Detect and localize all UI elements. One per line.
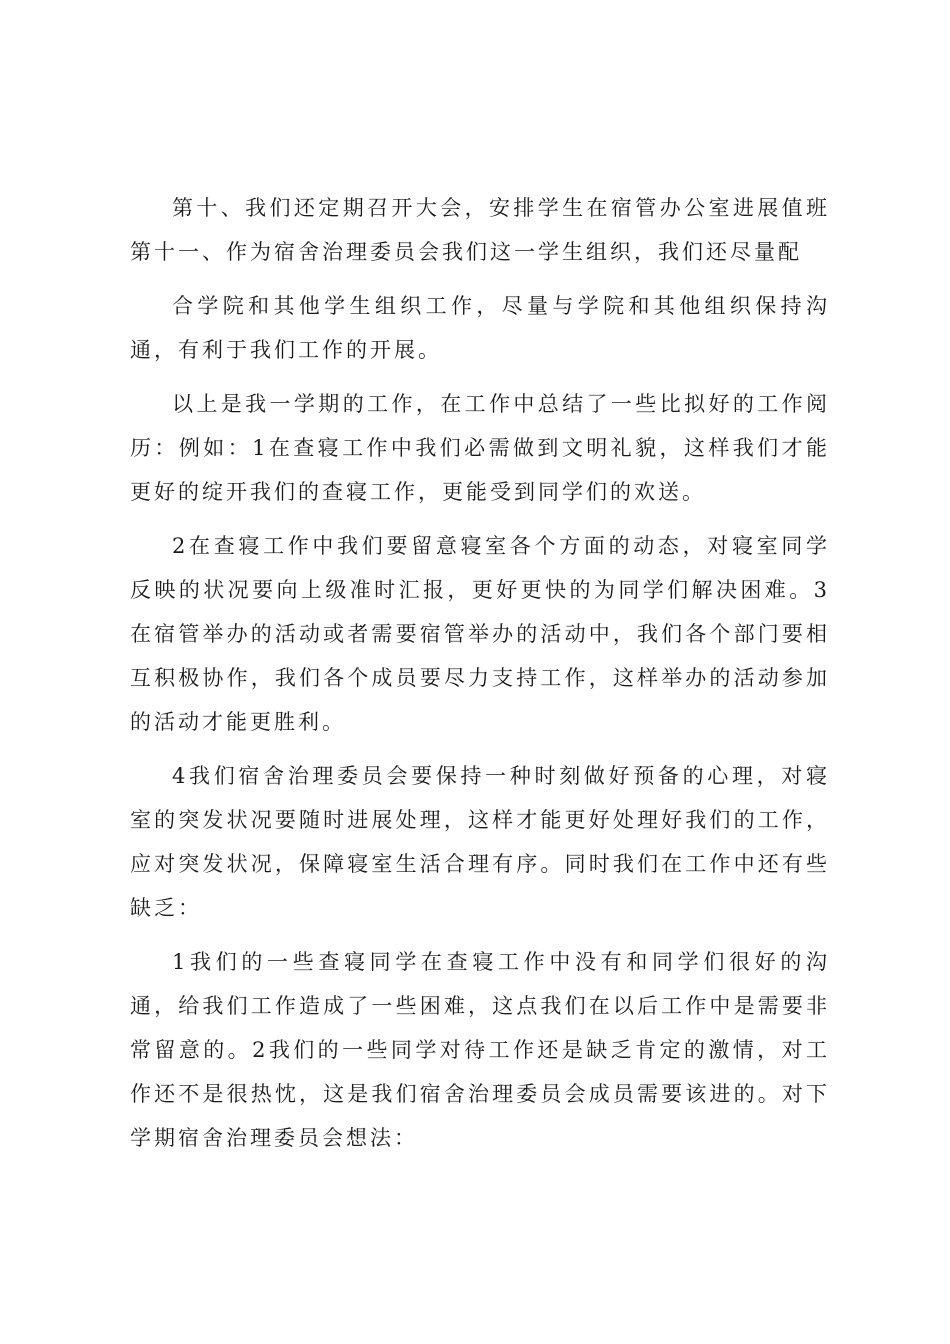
paragraph-5: 4我们宿舍治理委员会要保持一种时刻做好预备的心理，对寝室的突发状况要随时进展处理，这样才能更好处理好我们的工作，应对突发状况，保障寝室生活合理有序。同时我们在工作中还有些缺乏：: [130, 764, 830, 920]
paragraph-2: 合学院和其他学生组织工作，尽量与学院和其他组织保持沟通，有利于我们工作的开展。: [130, 294, 830, 362]
paragraph-4: 2在查寝工作中我们要留意寝室各个方面的动态，对寝室同学反映的状况要向上级准时汇报，更好更快的为同学们解决困难。3在宿管举办的活动或者需要宿管举办的活动中，我们各个部门要相互积极协作，我们各个成员要尽力支持工作，这样举办的活动参加的活动才能更胜利。: [130, 534, 830, 734]
paragraph-1: 第十、我们还定期召开大会，安排学生在宿管办公室进展值班第十一、作为宿舍治理委员会我们这一学生组织，我们还尽量配: [130, 196, 830, 264]
paragraph-6: 1我们的一些查寝同学在查寝工作中没有和同学们很好的沟通，给我们工作造成了一些困难，这点我们在以后工作中是需要非常留意的。2我们的一些同学对待工作还是缺乏肯定的激情，对工作还不是很热忱，这是我们宿舍治理委员会成员需要该进的。对下学期宿舍治理委员会想法：: [130, 950, 830, 1150]
document-body: [130, 186, 830, 1170]
paragraph-3: 以上是我一学期的工作，在工作中总结了一些比拟好的工作阅历：例如：1在查寝工作中我们必需做到文明礼貌，这样我们才能更好的绽开我们的查寝工作，更能受到同学们的欢送。: [130, 392, 830, 504]
